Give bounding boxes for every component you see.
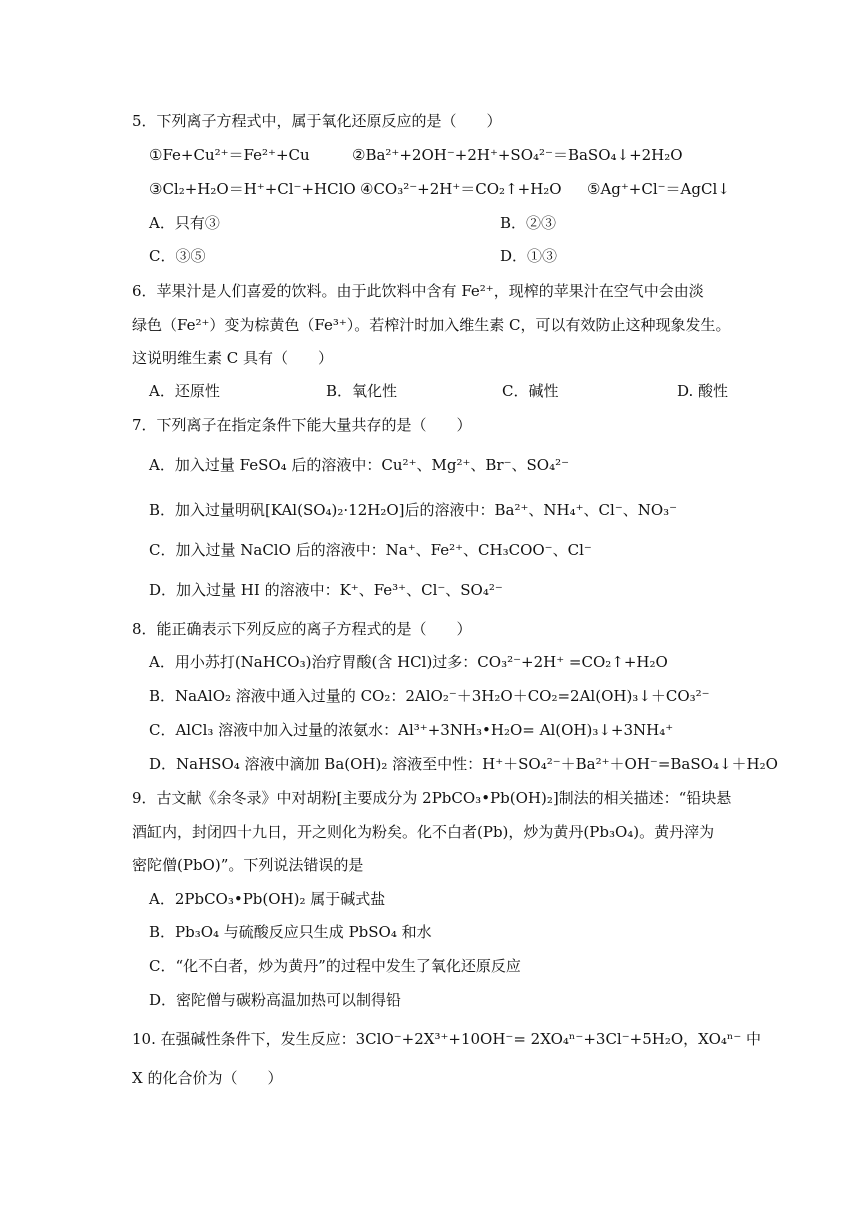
q5-option-d: D．①③: [500, 247, 558, 265]
q8-option-a: A．用小苏打(NaHCO₃)治疗胃酸(含 HCl)过多：CO₃²⁻+2H⁺ =CO₂↑+H₂O: [149, 653, 668, 671]
q6-option-c: C．碱性: [502, 382, 559, 400]
q6-option-b: B．氧化性: [326, 382, 398, 400]
q7-stem: 7．下列离子在指定条件下能大量共存的是（ ）: [132, 416, 472, 434]
q5-equation-2: ②Ba²⁺+2OH⁻+2H⁺+SO₄²⁻＝BaSO₄↓+2H₂O: [352, 146, 683, 164]
q6-stem-line-2: 绿色（Fe²⁺）变为棕黄色（Fe³⁺）。若榨汁时加入维生素 C，可以有效防止这种现象发生。: [132, 316, 731, 334]
q8-stem: 8．能正确表示下列反应的离子方程式的是（ ）: [132, 620, 472, 638]
q6-option-d: D. 酸性: [677, 382, 729, 400]
q7-option-d: D．加入过量 HI 的溶液中：K⁺、Fe³⁺、Cl⁻、SO₄²⁻: [149, 581, 503, 599]
q10-stem-line-1: 10. 在强碱性条件下，发生反应：3ClO⁻+2X³⁺+10OH⁻= 2XO₄ⁿ⁻+3Cl⁻+5H₂O，XO₄ⁿ⁻ 中: [132, 1030, 762, 1048]
q9-option-a: A．2PbCO₃•Pb(OH)₂ 属于碱式盐: [149, 890, 386, 908]
q6-option-a: A．还原性: [149, 382, 220, 400]
q9-option-b: B．Pb₃O₄ 与硫酸反应只生成 PbSO₄ 和水: [149, 923, 432, 941]
q9-option-c: C．“化不白者，炒为黄丹”的过程中发生了氧化还原反应: [149, 957, 521, 975]
q5-equation-5: ⑤Ag⁺+Cl⁻＝AgCl↓: [587, 180, 730, 198]
q5-equation-3: ③Cl₂+H₂O＝H⁺+Cl⁻+HClO: [149, 180, 356, 198]
q7-option-b: B．加入过量明矾[KAl(SO₄)₂·12H₂O]后的溶液中：Ba²⁺、NH₄⁺、Cl⁻、NO₃⁻: [149, 501, 678, 519]
q9-stem-line-1: 9．古文献《余冬录》中对胡粉[主要成分为 2PbCO₃•Pb(OH)₂]制法的相关描述：“铅块悬: [132, 789, 732, 807]
q5-equation-1: ①Fe+Cu²⁺＝Fe²⁺+Cu: [149, 146, 310, 164]
q9-stem-line-3: 密陀僧(PbO)”。下列说法错误的是: [132, 856, 364, 874]
q5-equation-4: ④CO₃²⁻+2H⁺＝CO₂↑+H₂O: [360, 180, 562, 198]
q8-option-b: B．NaAlO₂ 溶液中通入过量的 CO₂：2AlO₂⁻＋3H₂O＋CO₂=2Al(OH)₃↓＋CO₃²⁻: [149, 687, 710, 705]
q5-stem: 5．下列离子方程式中，属于氧化还原反应的是（ ）: [132, 112, 502, 130]
q6-stem-line-3: 这说明维生素 C 具有（ ）: [132, 349, 334, 367]
q6-stem-line-1: 6．苹果汁是人们喜爱的饮料。由于此饮料中含有 Fe²⁺，现榨的苹果汁在空气中会由淡: [132, 282, 704, 300]
q9-stem-line-2: 酒缸内，封闭四十九日，开之则化为粉矣。化不白者(Pb)，炒为黄丹(Pb₃O₄)。黄丹滓为: [132, 823, 715, 841]
q8-option-d: D．NaHSO₄ 溶液中滴加 Ba(OH)₂ 溶液至中性：H⁺＋SO₄²⁻＋Ba²⁺＋OH⁻=BaSO₄↓＋H₂O: [149, 755, 778, 773]
q7-option-c: C．加入过量 NaClO 后的溶液中：Na⁺、Fe²⁺、CH₃COO⁻、Cl⁻: [149, 541, 592, 559]
q5-option-a: A．只有③: [149, 214, 220, 232]
q8-option-c: C．AlCl₃ 溶液中加入过量的浓氨水：Al³⁺+3NH₃•H₂O= Al(OH)₃↓+3NH₄⁺: [149, 721, 674, 739]
q7-option-a: A．加入过量 FeSO₄ 后的溶液中：Cu²⁺、Mg²⁺、Br⁻、SO₄²⁻: [149, 456, 570, 474]
q10-stem-line-2: X 的化合价为（ ）: [132, 1069, 283, 1087]
q5-option-c: C．③⑤: [149, 247, 206, 265]
q9-option-d: D．密陀僧与碳粉高温加热可以制得铅: [149, 991, 402, 1009]
q5-option-b: B．②③: [500, 214, 557, 232]
